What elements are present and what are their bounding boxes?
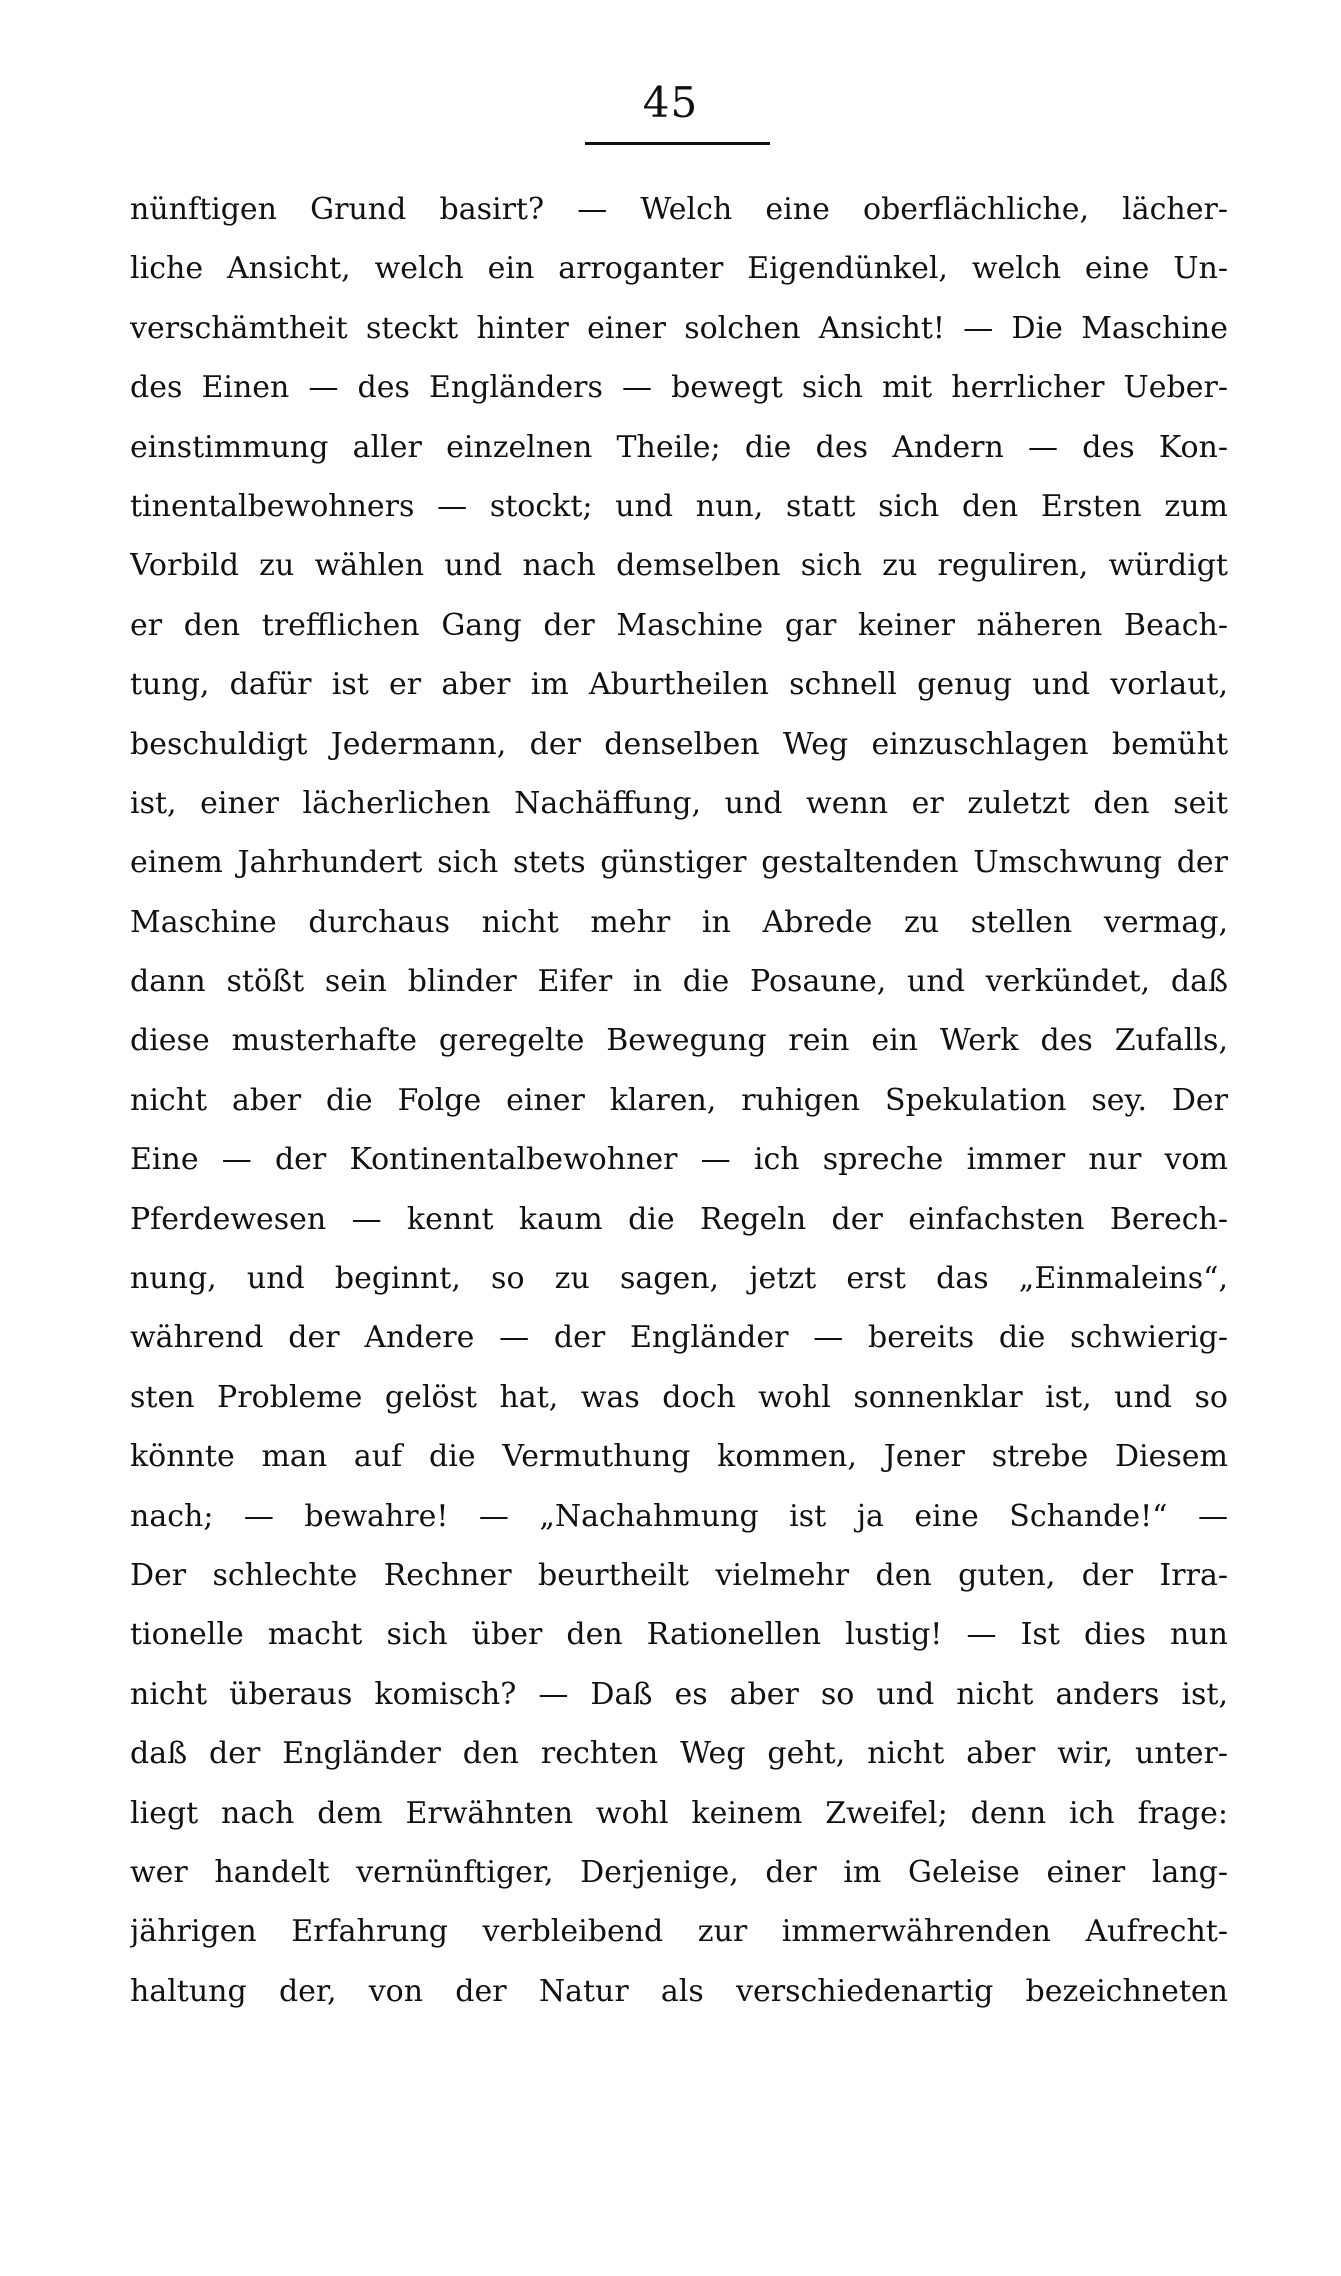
text-line: wer handelt vernünftiger, Derjenige, der im Geleise einer lang- — [130, 1854, 1228, 1890]
text-line: liegt nach dem Erwähnten wohl keinem Zweifel; denn ich frage: — [130, 1795, 1228, 1831]
text-line: nünftigen Grund basirt? — Welch eine oberflächliche, lächer- — [130, 192, 1228, 227]
text-line: ist, einer lächerlichen Nachäffung, und wenn er zuletzt den seit — [130, 785, 1228, 821]
text-line: verschämtheit steckt hinter einer solchen Ansicht! — Die Maschine — [130, 310, 1228, 346]
text-line: einstimmung aller einzelnen Theile; die des Andern — des Kon- — [130, 429, 1228, 465]
text-line: Der schlechte Rechner beurtheilt vielmehr den guten, der Irra- — [130, 1557, 1228, 1593]
text-line: dann stößt sein blinder Eifer in die Posaune, und verkündet, daß — [130, 964, 1228, 1000]
text-line: diese musterhafte geregelte Bewegung rein ein Werk des Zufalls, — [130, 1023, 1228, 1059]
text-line: er den trefflichen Gang der Maschine gar keiner näheren Beach- — [130, 607, 1228, 643]
text-line: daß der Engländer den rechten Weg geht, nicht aber wir, unter- — [130, 1736, 1228, 1772]
text-line: sten Probleme gelöst hat, was doch wohl sonnenklar ist, und so — [130, 1379, 1228, 1415]
text-line: haltung der, von der Natur als verschiedenartig bezeichneten — [130, 1973, 1228, 2009]
text-line: tionelle macht sich über den Rationellen lustig! — Ist dies nun — [130, 1617, 1228, 1653]
text-line: Pferdewesen — kennt kaum die Regeln der einfachsten Berech- — [130, 1201, 1228, 1237]
text-line: Maschine durchaus nicht mehr in Abrede zu stellen vermag, — [130, 904, 1228, 940]
text-line: könnte man auf die Vermuthung kommen, Jener strebe Diesem — [130, 1439, 1228, 1475]
text-line: nach; — bewahre! — „Nachahmung ist ja eine Schande!“ — — [130, 1498, 1228, 1534]
text-line: Vorbild zu wählen und nach demselben sich zu reguliren, würdigt — [130, 548, 1228, 584]
text-line: des Einen — des Engländers — bewegt sich mit herrlicher Ueber- — [130, 370, 1228, 406]
text-line: nung, und beginnt, so zu sagen, jetzt erst das „Einmaleins“, — [130, 1261, 1228, 1297]
text-line: nicht überaus komisch? — Daß es aber so und nicht anders ist, — [130, 1676, 1228, 1712]
text-line: tinentalbewohners — stockt; und nun, statt sich den Ersten zum — [130, 488, 1228, 524]
text-line: während der Andere — der Engländer — bereits die schwierig- — [130, 1320, 1228, 1356]
text-line: nicht aber die Folge einer klaren, ruhigen Spekulation sey. Der — [130, 1082, 1228, 1118]
text-line: jährigen Erfahrung verbleibend zur immerwährenden Aufrecht- — [130, 1914, 1228, 1950]
header-rule — [585, 142, 770, 145]
text-line: tung, dafür ist er aber im Aburtheilen schnell genug und vorlaut, — [130, 667, 1228, 703]
page-number: 45 — [642, 78, 699, 127]
text-line: Eine — der Kontinentalbewohner — ich spreche immer nur vom — [130, 1142, 1228, 1178]
text-line: beschuldigt Jedermann, der denselben Weg einzuschlagen bemüht — [130, 726, 1228, 762]
text-line: einem Jahrhundert sich stets günstiger gestaltenden Umschwung der — [130, 845, 1228, 881]
text-line: liche Ansicht, welch ein arroganter Eigendünkel, welch eine Un- — [130, 251, 1228, 287]
body-text — [130, 180, 1228, 2021]
